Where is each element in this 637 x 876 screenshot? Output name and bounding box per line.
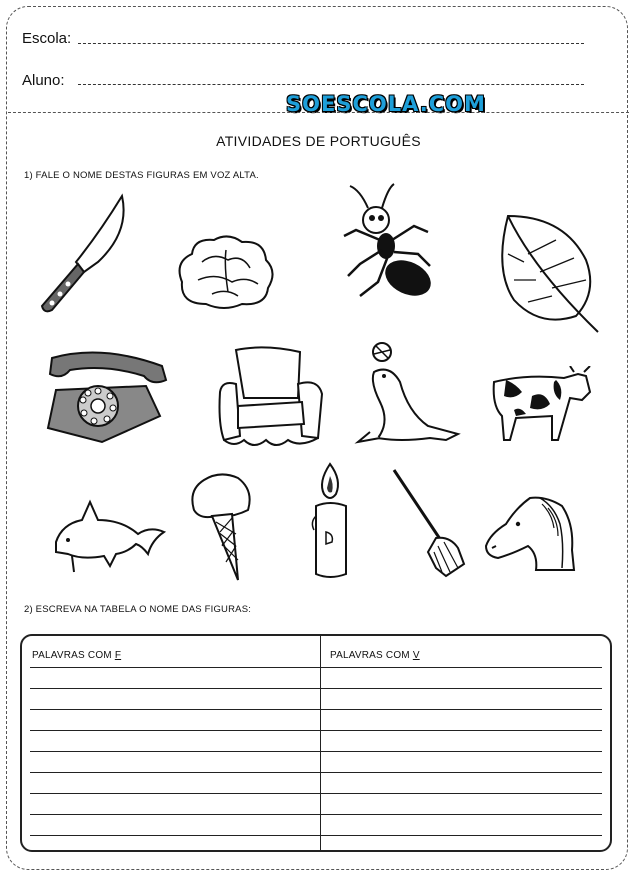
answer-line[interactable] <box>30 688 602 689</box>
answer-line[interactable] <box>30 772 602 773</box>
table-header-v: PALAVRAS COM V <box>330 650 420 661</box>
table-column-divider <box>320 636 321 850</box>
candle-icon <box>306 462 354 582</box>
cow-icon <box>486 366 596 446</box>
broom-icon <box>392 468 468 578</box>
answer-line[interactable] <box>30 751 602 752</box>
site-logo: SOESCOLA.COM <box>286 92 486 116</box>
school-label: Escola: <box>22 30 72 47</box>
student-label: Aluno: <box>22 72 65 89</box>
answer-table <box>20 634 612 852</box>
horse-icon <box>482 494 580 574</box>
knife-icon <box>38 192 130 316</box>
question-2: 2) ESCREVA NA TABELA O NOME DAS FIGURAS: <box>24 604 252 615</box>
table-header-f: PALAVRAS COM F <box>32 650 122 661</box>
ant-icon <box>334 180 438 308</box>
leaf-icon <box>494 210 602 336</box>
seal-icon <box>350 342 462 446</box>
armchair-icon <box>214 344 328 454</box>
page-title: ATIVIDADES DE PORTUGUÊS <box>216 133 421 149</box>
ice-cream-icon <box>186 470 256 582</box>
answer-line[interactable] <box>30 709 602 710</box>
cabbage-icon <box>172 232 278 312</box>
question-1: 1) FALE O NOME DESTAS FIGURAS EM VOZ ALTA. <box>24 170 259 181</box>
dolphin-icon <box>52 494 168 578</box>
school-input-line[interactable] <box>78 43 584 44</box>
answer-line[interactable] <box>30 730 602 731</box>
answer-line[interactable] <box>30 835 602 836</box>
header-divider <box>8 112 629 113</box>
answer-line[interactable] <box>30 667 602 668</box>
answer-line[interactable] <box>30 793 602 794</box>
student-input-line[interactable] <box>78 84 584 85</box>
answer-line[interactable] <box>30 814 602 815</box>
telephone-icon <box>42 346 170 444</box>
